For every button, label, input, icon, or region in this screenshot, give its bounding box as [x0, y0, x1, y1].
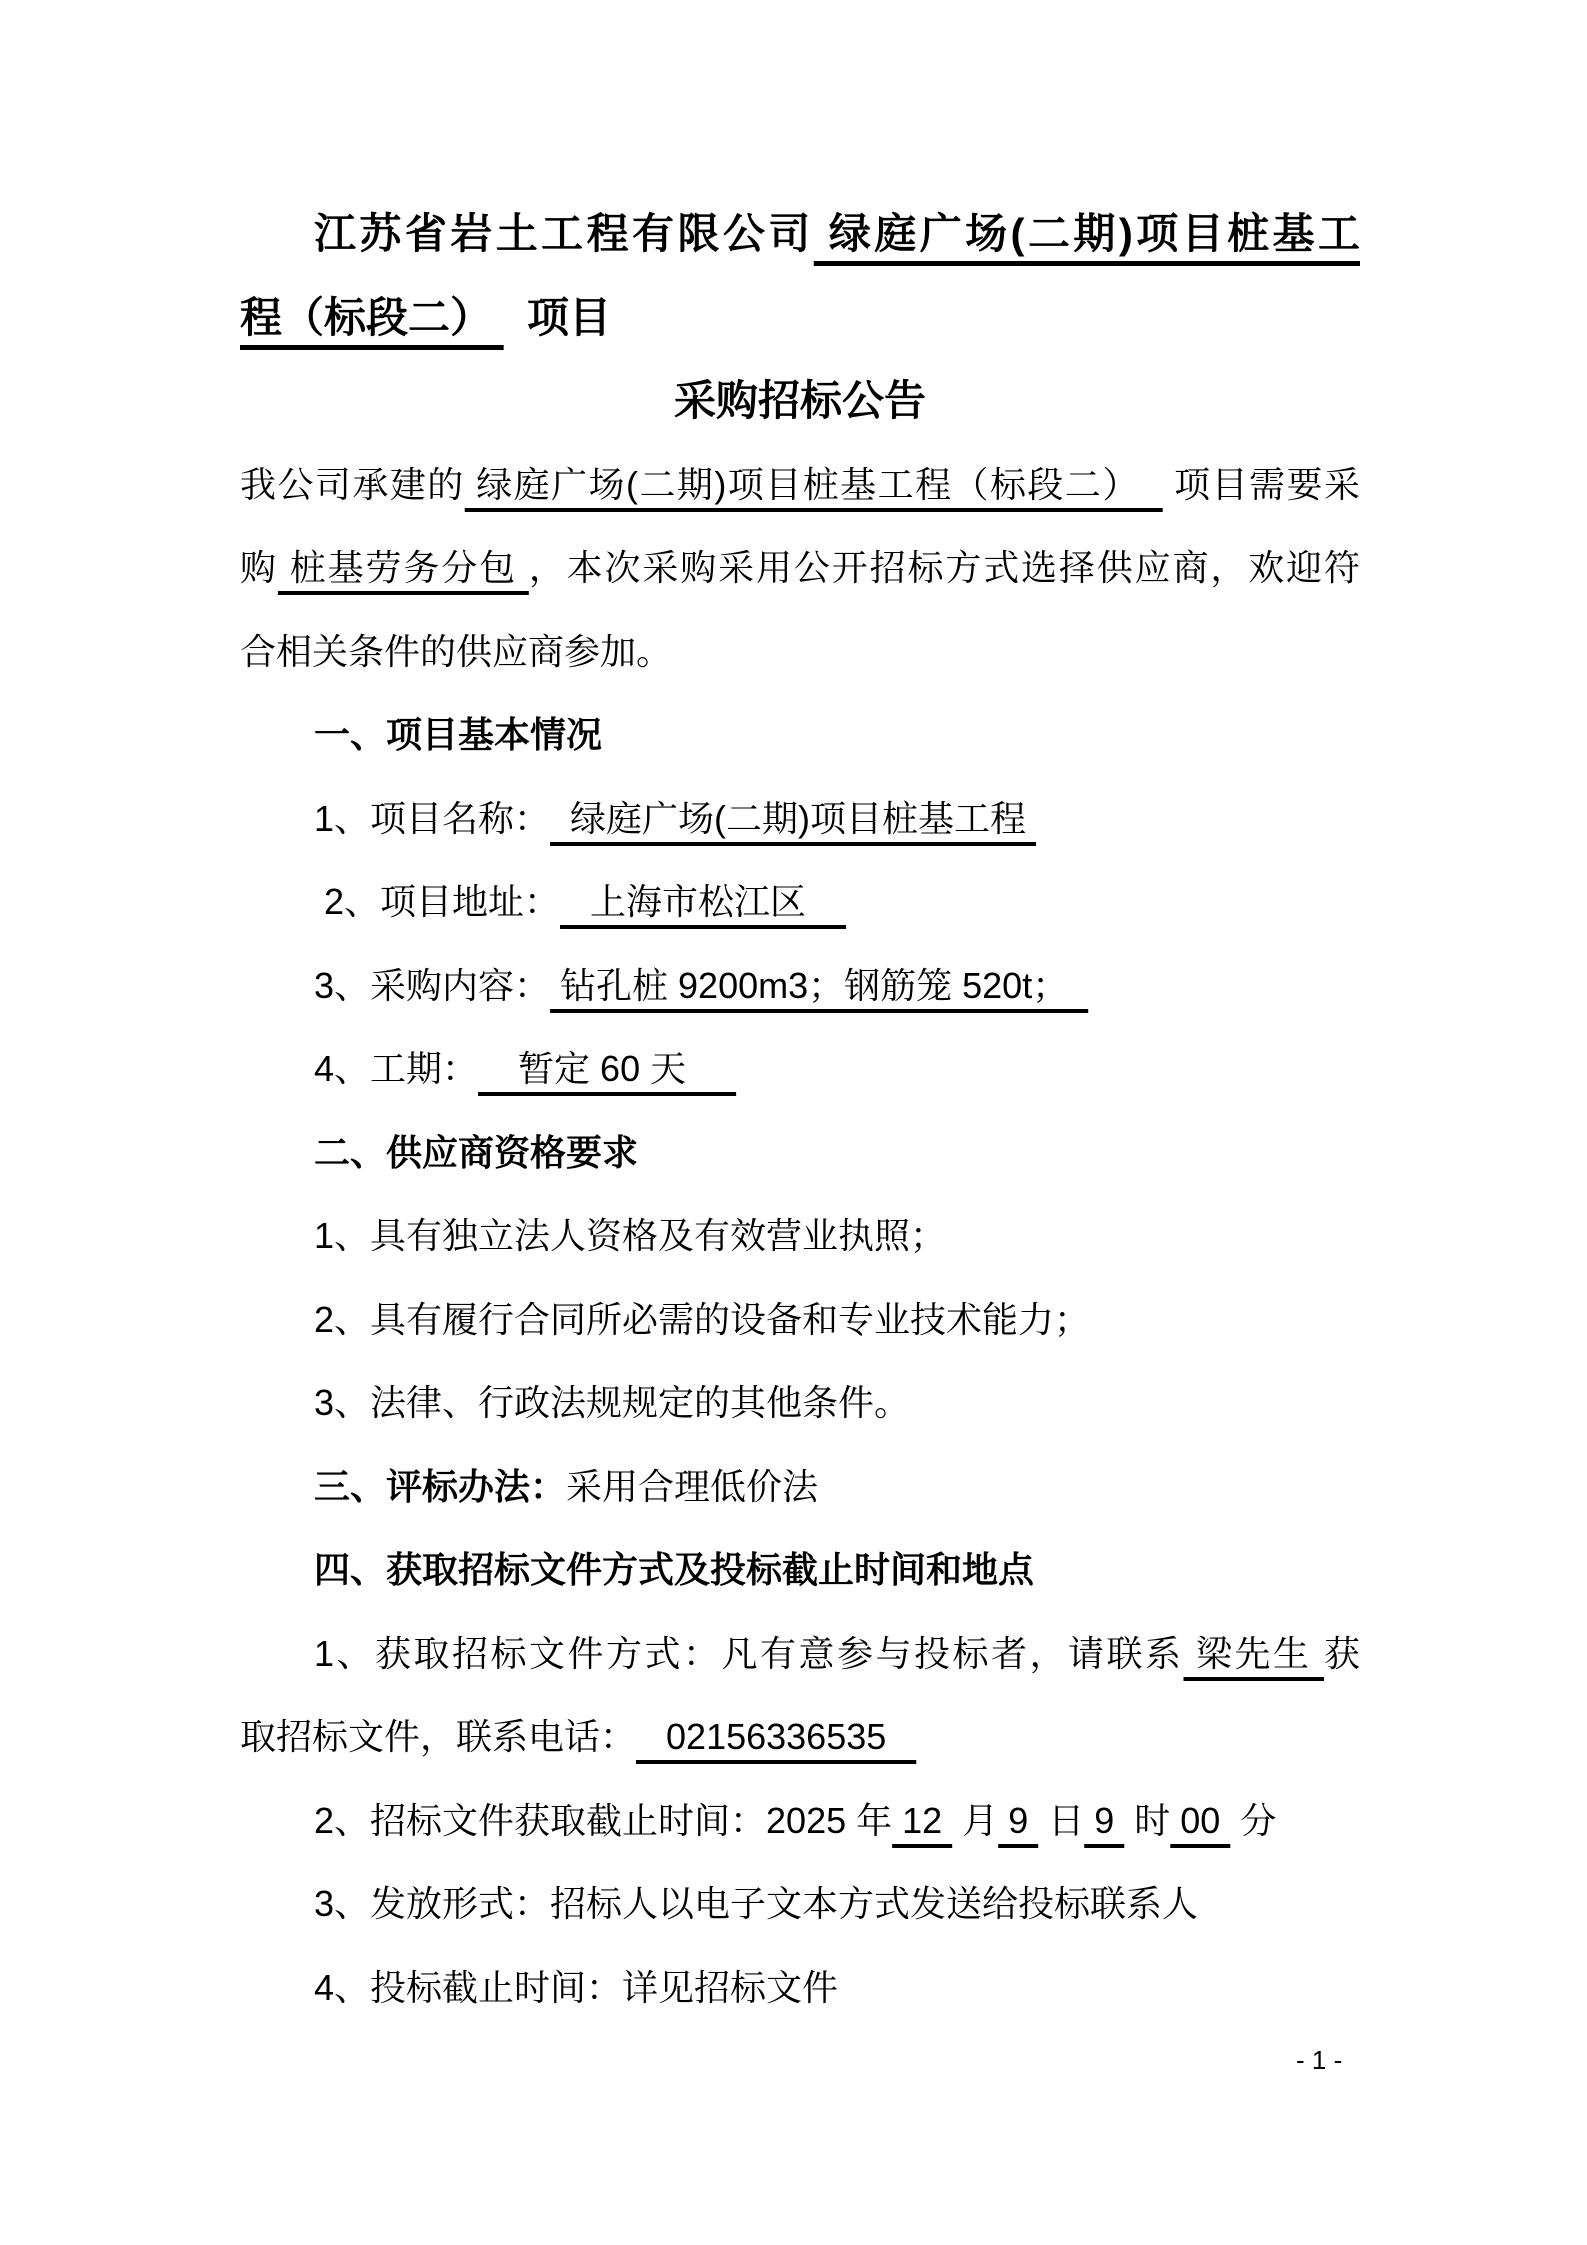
text-segment: 江苏省岩土工程有限公司: [314, 210, 814, 257]
text-segment: 四、获取招标文件方式及投标截止时间和地点: [314, 1549, 1035, 1590]
text-segment: 1、具有独立法人资格及有效营业执照；: [314, 1215, 947, 1256]
underlined-blank: 桩基劳务分包: [277, 547, 529, 588]
underlined-blank: 9: [1084, 1799, 1125, 1841]
qualification-3: [240, 1361, 1360, 1445]
item-obtain-deadline: [240, 1779, 1360, 1863]
text-segment: 月: [952, 1799, 999, 1841]
section-2-heading: [240, 1111, 1360, 1195]
text-segment: 4、投标截止时间：详见招标文件: [314, 1966, 839, 2008]
underlined-blank: 00: [1170, 1799, 1231, 1841]
text-segment: 2、具有履行合同所必需的设备和专业技术能力；: [314, 1298, 1091, 1340]
item-distribution-form: [240, 1862, 1360, 1946]
item-procurement-content: [240, 944, 1360, 1028]
section-4-heading: [240, 1528, 1360, 1612]
text-segment: 我公司承建的: [240, 463, 465, 505]
qualification-2: [240, 1278, 1360, 1362]
qualification-1: [240, 1194, 1360, 1278]
subtitle: [240, 359, 1360, 443]
item-obtain-method-line-2: [240, 1695, 1360, 1779]
text-segment: 获: [1323, 1632, 1360, 1674]
item-obtain-method-line-1: [240, 1612, 1360, 1696]
underlined-blank: 02156336535: [636, 1716, 917, 1757]
underlined-blank: 钻孔桩 9200m3；钢筋笼 520t；: [550, 964, 1089, 1006]
underlined-blank: 绿庭广场(二期)项目桩基工程（标段二）: [464, 463, 1163, 505]
text-segment: 一、项目基本情况: [314, 714, 603, 755]
title-line-1: [240, 192, 1360, 276]
section-1-heading: [240, 693, 1360, 777]
section-3-heading-evaluation: [240, 1445, 1360, 1529]
text-segment: 4、工期：: [314, 1048, 479, 1089]
underlined-blank: 9: [998, 1799, 1039, 1841]
underlined-blank: 上海市松江区: [560, 881, 847, 922]
text-segment: 3、采购内容：: [314, 964, 551, 1006]
document-body: [240, 192, 1360, 2029]
page-number: - 1 -: [1296, 2045, 1343, 2075]
text-segment: 购: [240, 547, 278, 588]
text-segment: 分: [1230, 1799, 1277, 1841]
intro-line-2: [240, 526, 1360, 610]
text-segment: 3、发放形式：招标人以电子文本方式发送给投标联系人: [314, 1883, 1199, 1924]
text-segment: 取招标文件，联系电话：: [240, 1716, 637, 1757]
text-segment: 采用合理低价法: [566, 1465, 819, 1507]
item-bid-deadline: [240, 1946, 1360, 2030]
underlined-blank: 梁先生: [1183, 1632, 1324, 1674]
underlined-blank: 暂定 60 天: [478, 1048, 737, 1089]
text-segment: 2、招标文件获取截止时间：2025 年: [314, 1799, 893, 1841]
text-segment: 项目: [503, 293, 612, 341]
intro-line-1: [240, 443, 1360, 527]
title-line-2: [240, 276, 1360, 360]
item-project-name: [240, 777, 1360, 861]
text-segment: 2、项目地址：: [314, 881, 561, 922]
underlined-blank: 12: [892, 1799, 953, 1841]
text-segment: ，本次采购采用公开招标方式选择供应商，欢迎符: [528, 547, 1360, 588]
text-segment: 日: [1038, 1799, 1085, 1841]
text-segment: 1、获取招标文件方式：凡有意参与投标者，请联系: [314, 1632, 1184, 1674]
intro-line-3: [240, 610, 1360, 694]
underlined-blank: 绿庭广场(二期)项目桩基工程: [550, 797, 1037, 839]
text-segment: 时: [1124, 1799, 1171, 1841]
underlined-blank: 绿庭广场(二期)项目桩基工: [813, 210, 1360, 257]
text-segment: 项目需要采: [1162, 463, 1360, 505]
text-segment: 1、项目名称：: [314, 797, 551, 839]
text-segment: 采购招标公告: [673, 377, 926, 424]
item-duration: [240, 1027, 1360, 1111]
text-segment: 合相关条件的供应商参加。: [240, 630, 673, 672]
underlined-blank: 程（标段二）: [240, 293, 504, 341]
item-project-address: [240, 860, 1360, 944]
text-segment: 二、供应商资格要求: [314, 1131, 639, 1173]
text-segment: 三、评标办法：: [314, 1465, 567, 1507]
text-segment: 3、法律、行政法规规定的其他条件。: [314, 1382, 911, 1423]
